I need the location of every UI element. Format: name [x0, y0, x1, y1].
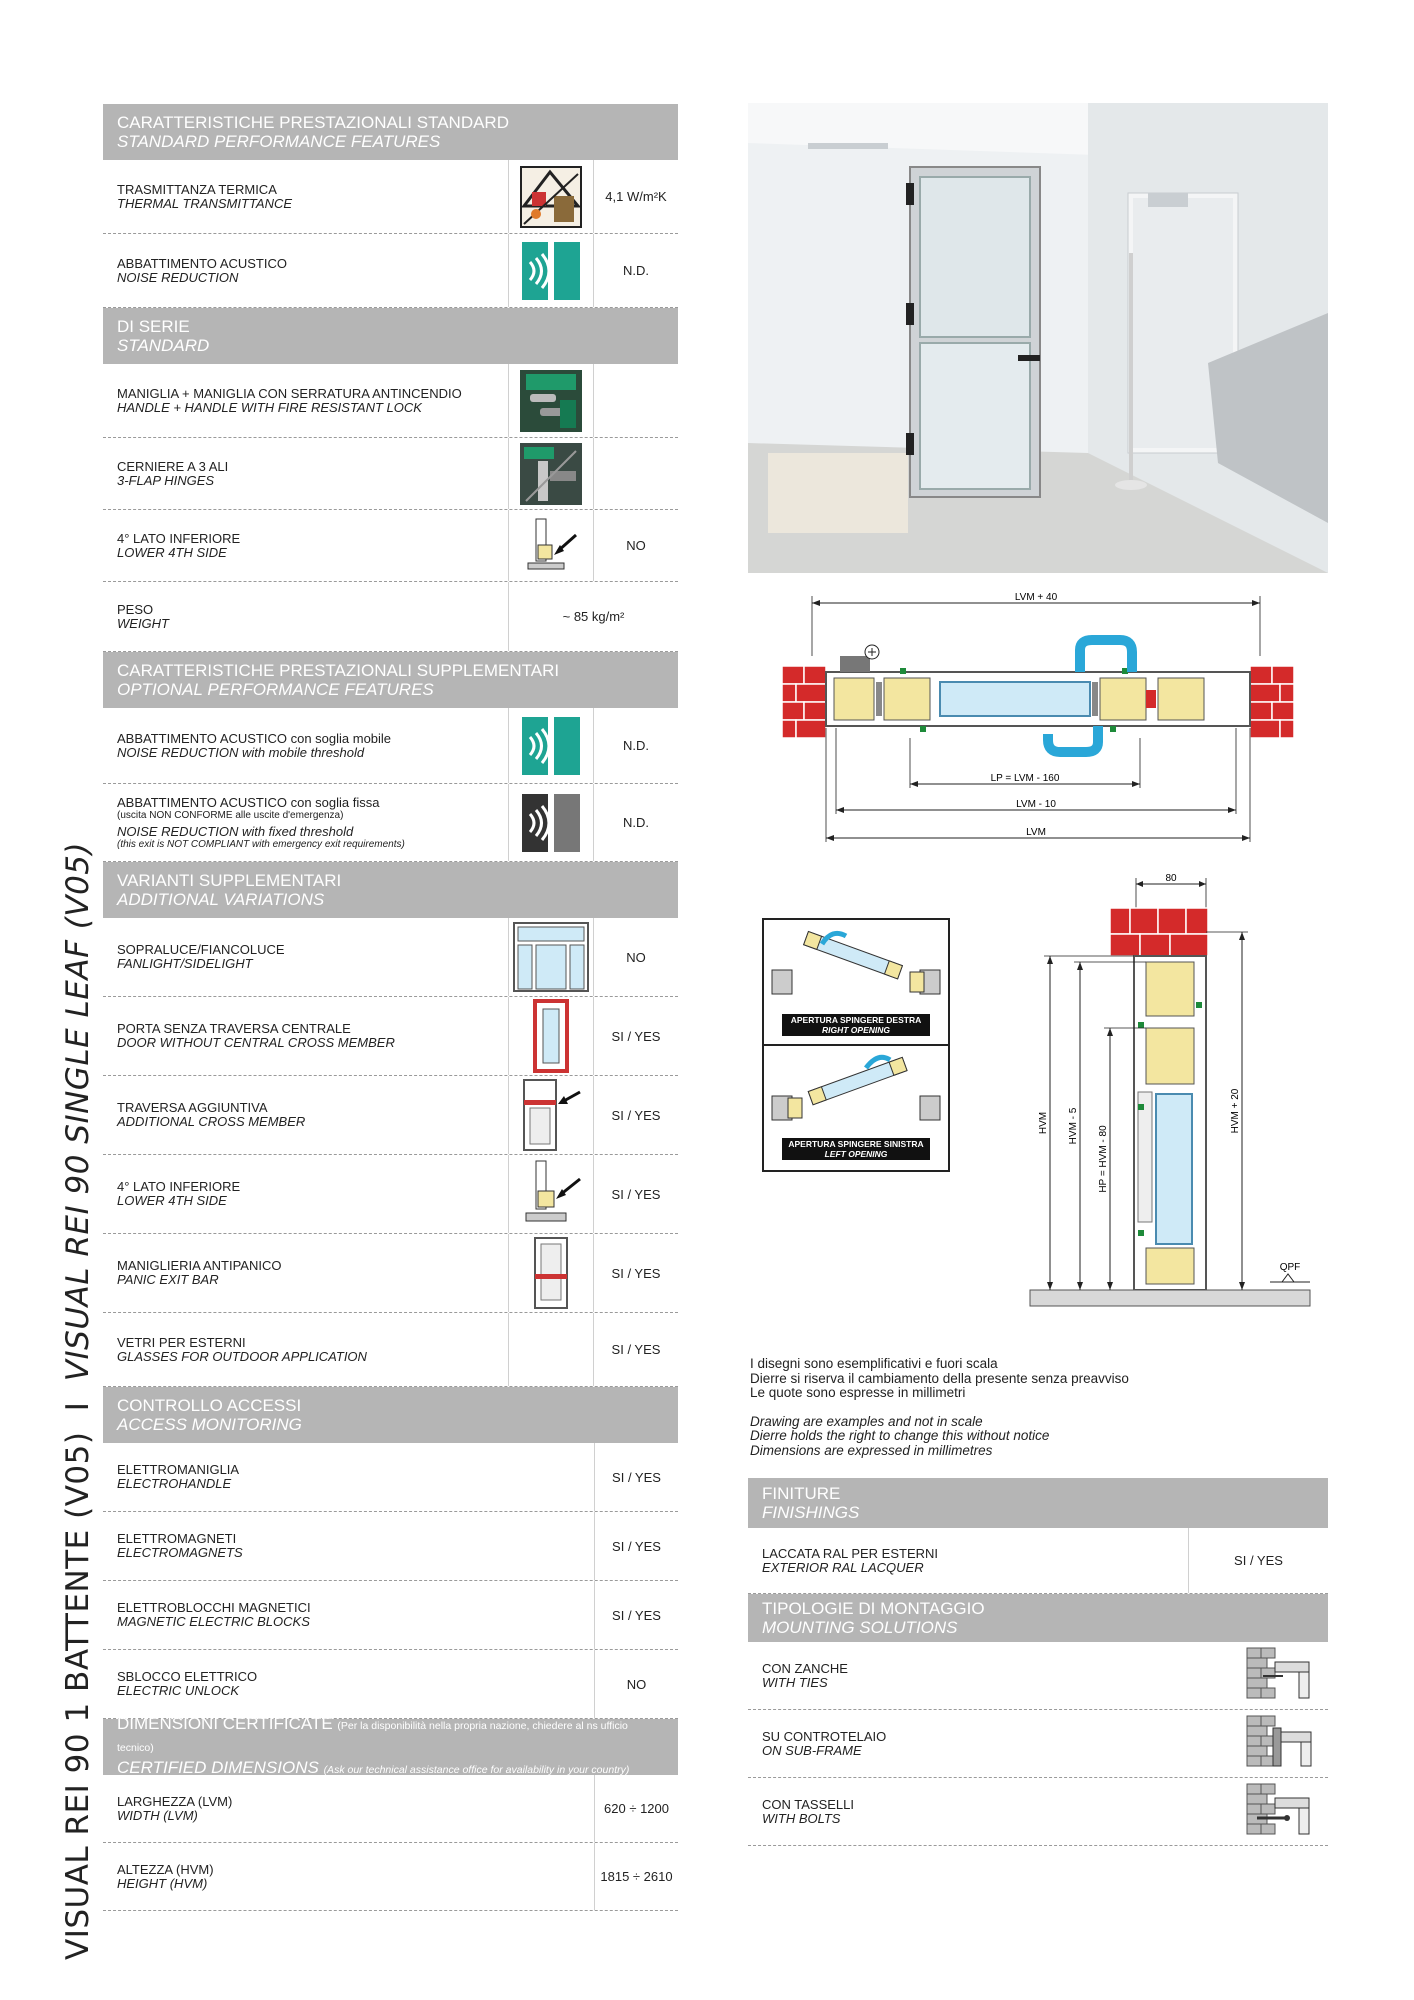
acoustic-icon [508, 234, 594, 307]
subframe-icon [1238, 1710, 1328, 1777]
panic-bar-icon [508, 1234, 594, 1312]
row-electrohandle: ELETTROMANIGLIA ELECTROHANDLE SI / YES [103, 1443, 678, 1512]
row-sub-frame: SU CONTROTELAIO ON SUB-FRAME [748, 1710, 1328, 1778]
row-lower-side-optional: 4° LATO INFERIORE LOWER 4TH SIDE SI / YES [103, 1155, 678, 1234]
fanlight-icon [508, 918, 594, 996]
svg-text:HP = HVM - 80: HP = HVM - 80 [1098, 1125, 1109, 1193]
section-header-mounting: TIPOLOGIE DI MONTAGGIO MOUNTING SOLUTIONS [748, 1594, 1328, 1642]
section-header-variations: VARIANTI SUPPLEMENTARI ADDITIONAL VARIATIONS [103, 862, 678, 918]
product-photo [748, 103, 1328, 573]
row-with-ties: CON ZANCHE WITH TIES [748, 1642, 1328, 1710]
bolts-icon [1238, 1778, 1328, 1845]
row-electromagnets: ELETTROMAGNETI ELECTROMAGNETS SI / YES [103, 1512, 678, 1581]
svg-text:QPF: QPF [1279, 1262, 1301, 1273]
row-outdoor-glass: VETRI PER ESTERNI GLASSES FOR OUTDOOR APPLICATION SI / YES [103, 1313, 678, 1387]
svg-text:APERTURA SPINGERE SINISTRA: APERTURA SPINGERE SINISTRA [788, 1139, 924, 1149]
svg-text:80: 80 [1165, 873, 1177, 884]
lower-side-icon [508, 1155, 594, 1233]
row-thermal-transmittance: TRASMITTANZA TERMICA THERMAL TRANSMITTANCE 4,1 W/m²K [103, 160, 678, 234]
section-header-standard-performance: CARATTERISTICHE PRESTAZIONALI STANDARD STANDARD PERFORMANCE FEATURES [103, 104, 678, 160]
row-height: ALTEZZA (HVM) HEIGHT (HVM) 1815 ÷ 2610 [103, 1843, 678, 1911]
svg-text:APERTURA SPINGERE DESTRA: APERTURA SPINGERE DESTRA [790, 1015, 922, 1025]
row-hinges: CERNIERE A 3 ALI 3-FLAP HINGES [103, 438, 678, 510]
row-noise-mobile-threshold: ABBATTIMENTO ACUSTICO con soglia mobile NOISE REDUCTION with mobile threshold N.D. [103, 708, 678, 784]
svg-text:RIGHT OPENING: RIGHT OPENING [821, 1025, 891, 1035]
row-electric-unlock: SBLOCCO ELETTRICO ELECTRIC UNLOCK NO [103, 1650, 678, 1719]
lower-side-icon [508, 510, 594, 581]
drawing-notes: I disegni sono esemplificativi e fuori scala Dierre si riserva il cambiamento della presente senza preavviso Le quote sono espresse in millimetri Drawing are examples and not in scale Dierre holds the right to change this without notice Dimensions are expressed in millimetres [750, 1356, 1129, 1458]
opening-direction-box [762, 918, 950, 1172]
acoustic-icon [508, 708, 594, 783]
vertical-section-drawing [1020, 872, 1320, 1332]
row-noise-reduction: ABBATTIMENTO ACUSTICO NOISE REDUCTION N.D. [103, 234, 678, 308]
svg-text:LVM: LVM [1026, 827, 1046, 838]
row-magnetic-blocks: ELETTROBLOCCHI MAGNETICI MAGNETIC ELECTRIC BLOCKS SI / YES [103, 1581, 678, 1650]
section-header-standard: DI SERIE STANDARD [103, 308, 678, 364]
row-fanlight: SOPRALUCE/FIANCOLUCE FANLIGHT/SIDELIGHT NO [103, 918, 678, 997]
row-additional-cross-member: TRAVERSA AGGIUNTIVA ADDITIONAL CROSS MEMBER SI / YES [103, 1076, 678, 1155]
row-noise-fixed-threshold: ABBATTIMENTO ACUSTICO con soglia fissa (uscita NON CONFORME alle uscite d'emergenza) NOISE REDUCTION with fixed threshold (this exit is NOT COMPLIANT with emergency exit requirements) N.D. [103, 784, 678, 862]
right-spec-table [748, 1478, 1328, 1846]
row-with-bolts: CON TASSELLI WITH BOLTS [748, 1778, 1328, 1846]
row-panic-bar: MANIGLIERIA ANTIPANICO PANIC EXIT BAR SI / YES [103, 1234, 678, 1313]
acoustic-dark-icon [508, 784, 594, 861]
section-header-dimensions: DIMENSIONI CERTIFICATE (Per la disponibilità nella propria nazione, chiedere al ns ufficio tecnico) CERTIFIED DIMENSIONS (Ask our technical assistance office for availability in your country) [103, 1719, 678, 1775]
row-no-cross-member: PORTA SENZA TRAVERSA CENTRALE DOOR WITHOUT CENTRAL CROSS MEMBER SI / YES [103, 997, 678, 1076]
row-lower-side: 4° LATO INFERIORE LOWER 4TH SIDE NO [103, 510, 678, 582]
cross-member-icon [508, 1076, 594, 1154]
row-ral-lacquer: LACCATA RAL PER ESTERNI EXTERIOR RAL LACQUER SI / YES [748, 1528, 1328, 1594]
thermal-icon [508, 160, 594, 233]
section-header-finishings: FINITURE FINISHINGS [748, 1478, 1328, 1528]
hinge-icon [508, 438, 594, 509]
handle-icon [508, 364, 594, 437]
plan-section-drawing [780, 588, 1300, 850]
section-header-access: CONTROLLO ACCESSI ACCESS MONITORING [103, 1387, 678, 1443]
svg-text:HVM: HVM [1038, 1111, 1049, 1135]
svg-text:LVM - 10: LVM - 10 [1016, 799, 1056, 810]
row-weight: PESO WEIGHT ~ 85 kg/m² [103, 582, 678, 652]
svg-text:HVM + 20: HVM + 20 [1230, 1088, 1241, 1134]
svg-text:LEFT OPENING: LEFT OPENING [824, 1149, 888, 1159]
left-spec-table [103, 104, 678, 1911]
svg-text:HVM - 5: HVM - 5 [1068, 1107, 1079, 1145]
ties-icon [1238, 1642, 1328, 1709]
row-width: LARGHEZZA (LVM) WIDTH (LVM) 620 ÷ 1200 [103, 1775, 678, 1843]
side-title: VISUAL REI 90 1 BATTENTE (V05) I VISUAL REI 90 SINGLE LEAF (V05) [60, 841, 96, 1960]
svg-text:LVM + 40: LVM + 40 [1014, 592, 1058, 603]
section-header-optional-performance: CARATTERISTICHE PRESTAZIONALI SUPPLEMENTARI OPTIONAL PERFORMANCE FEATURES [103, 652, 678, 708]
svg-text:LP = LVM - 160: LP = LVM - 160 [990, 773, 1060, 784]
row-handle: MANIGLIA + MANIGLIA CON SERRATURA ANTINCENDIO HANDLE + HANDLE WITH FIRE RESISTANT LOCK [103, 364, 678, 438]
door-no-cross-icon [508, 997, 594, 1075]
